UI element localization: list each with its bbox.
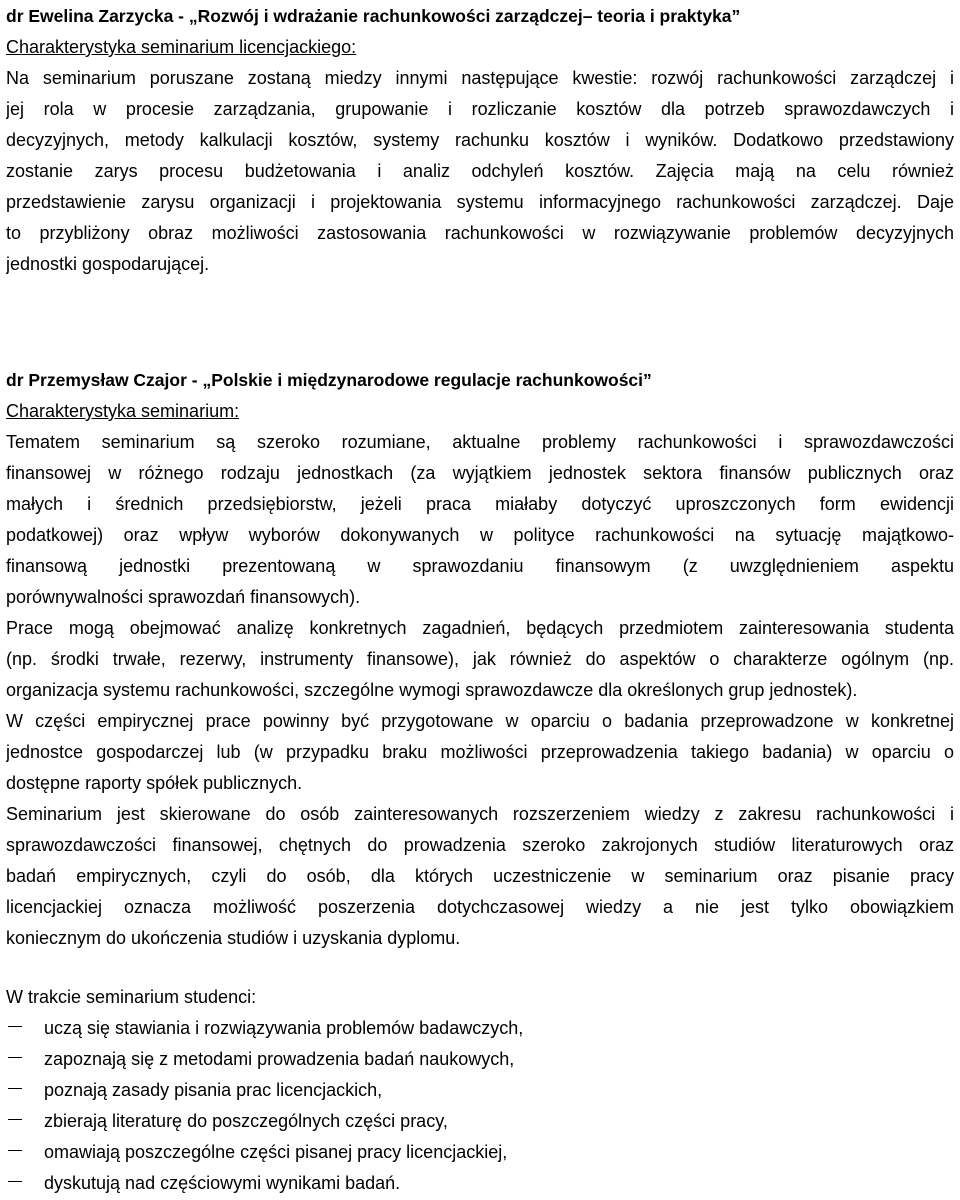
paragraph-line: Seminarium jest skierowane do osób zainteresowanych rozszerzeniem wiedzy z zakresu rachunkowości i (6, 804, 954, 824)
dash-bullet-icon (6, 1014, 44, 1042)
seminar-section-czajor (6, 366, 954, 955)
list-item-text: omawiają poszczególne części pisanej pracy licencjackiej, (44, 1142, 508, 1162)
list-item (6, 1014, 954, 1045)
dash-bullet-icon (6, 1045, 44, 1073)
list-item-text: zbierają literaturę do poszczególnych części pracy, (44, 1111, 448, 1131)
list-item (6, 1169, 954, 1200)
list-item (6, 1107, 954, 1138)
list-item-text: dyskutują nad częściowymi wynikami badań. (44, 1173, 401, 1193)
paragraph-line: sprawozdawczości finansowej, chętnych do prowadzenia szeroko zakrojonych studiów literaturowych oraz (6, 835, 954, 855)
paragraph-line: przedstawienie zarysu organizacji i projektowania systemu informacyjnego rachunkowości zarządczej. Daje (6, 192, 954, 212)
paragraph-line: W części empirycznej prace powinny być przygotowane w oparciu o badania przeprowadzone w konkretnej (6, 711, 954, 731)
list-intro: W trakcie seminarium studenci: (6, 987, 257, 1007)
paragraph-line: organizacja systemu rachunkowości, szczególne wymogi sprawozdawcze dla określonych grup jednostek). (6, 680, 858, 700)
dash-bullet-icon (6, 1076, 44, 1104)
list-item (6, 1076, 954, 1107)
paragraph-line: dostępne raporty spółek publicznych. (6, 773, 303, 793)
section-heading: dr Przemysław Czajor - „Polskie i międzynarodowe regulacje rachunkowości” (6, 370, 652, 390)
paragraph-line: (np. środki trwałe, rezerwy, instrumenty finansowe), jak również do aspektów o charakterze ogólnym (np. (6, 649, 954, 669)
paragraph-line: finansowej w różnego rodzaju jednostkach (za wyjątkiem jednostek sektora finansów publicznych oraz (6, 463, 954, 483)
paragraph-line: licencjackiej oznacza możliwość poszerzenia dotychczasowej wiedzy a nie jest tylko obowiązkiem (6, 897, 954, 917)
list-item (6, 1138, 954, 1169)
paragraph-line: Prace mogą obejmować analizę konkretnych zagadnień, będących przedmiotem zainteresowania studenta (6, 618, 954, 638)
paragraph-line: jednostki gospodarującej. (6, 254, 210, 274)
paragraph-line: Na seminarium poruszane zostaną miedzy innymi następujące kwestie: rozwój rachunkowości zarządczej i (6, 68, 954, 88)
paragraph-line: zostanie zarys procesu budżetowania i analiz odchyleń kosztów. Zajęcia mają na celu również (6, 161, 954, 181)
dash-bullet-icon (6, 1138, 44, 1166)
list-item (6, 1045, 954, 1076)
student-activities-list (6, 983, 954, 1200)
paragraph-line: to przybliżony obraz możliwości zastosowania rachunkowości w rozwiązywanie problemów decyzyjnych (6, 223, 954, 243)
list-item-text: zapoznają się z metodami prowadzenia badań naukowych, (44, 1049, 515, 1069)
paragraph-line: decyzyjnych, metody kalkulacji kosztów, systemy rachunku kosztów i wyników. Dodatkowo przedstawiony (6, 130, 954, 150)
dash-bullet-icon (6, 1107, 44, 1135)
seminar-section-zarzycka (6, 2, 954, 281)
paragraph-line: porównywalności sprawozdań finansowych). (6, 587, 361, 607)
section-subheading: Charakterystyka seminarium: (6, 401, 240, 421)
paragraph-line: jej rola w procesie zarządzania, grupowanie i rozliczanie kosztów dla potrzeb sprawozdawczych i (6, 99, 954, 119)
paragraph-line: badań empirycznych, czyli do osób, dla których uczestniczenie w seminarium oraz pisanie pracy (6, 866, 954, 886)
section-subheading: Charakterystyka seminarium licencjackiego: (6, 37, 357, 57)
paragraph-line: finansową jednostki prezentowaną w sprawozdaniu finansowym (z uwzględnieniem aspektu (6, 556, 954, 576)
paragraph-line: podatkowej) oraz wpływ wyborów dokonywanych w polityce rachunkowości na sytuację majątkowo- (6, 525, 954, 545)
paragraph-line: Tematem seminarium są szeroko rozumiane, aktualne problemy rachunkowości i sprawozdawczości (6, 432, 954, 452)
paragraph-line: jednostce gospodarczej lub (w przypadku braku możliwości przeprowadzenia takiego badania) w oparciu o (6, 742, 954, 762)
dash-bullet-icon (6, 1169, 44, 1197)
list-item-text: uczą się stawiania i rozwiązywania problemów badawczych, (44, 1018, 524, 1038)
list-item-text: poznają zasady pisania prac licencjackich, (44, 1080, 383, 1100)
paragraph-line: koniecznym do ukończenia studiów i uzyskania dyplomu. (6, 928, 461, 948)
paragraph-line: małych i średnich przedsiębiorstw, jeżeli praca miałaby dotyczyć uproszczonych form ewidencji (6, 494, 954, 514)
section-heading: dr Ewelina Zarzycka - „Rozwój i wdrażanie rachunkowości zarządczej– teoria i praktyka” (6, 6, 741, 26)
